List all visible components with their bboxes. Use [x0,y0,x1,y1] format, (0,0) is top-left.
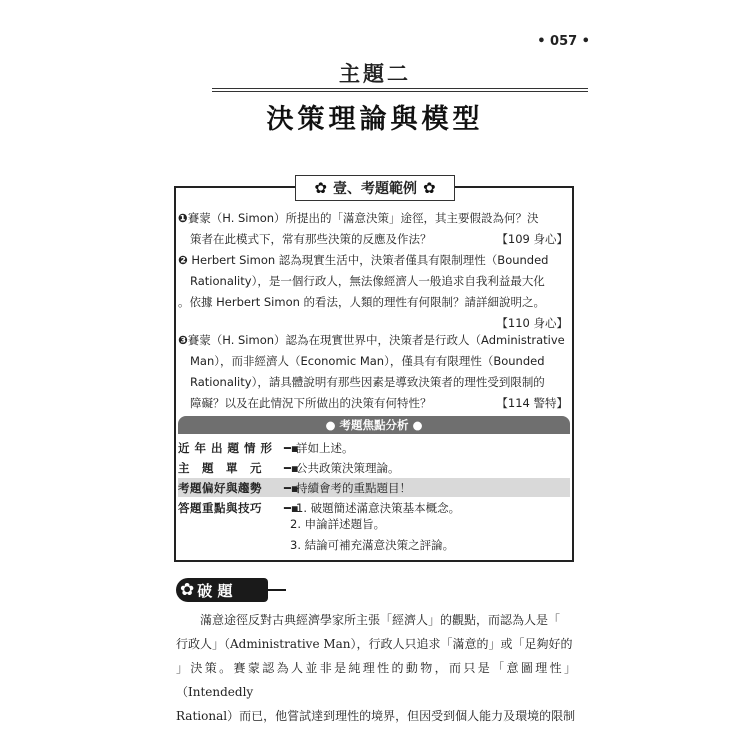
arrow-icon: ━▪ [284,480,299,495]
question-text-line: 賽蒙（H. Simon）所提出的「滿意決策」途徑，其主要假設為何？決 [187,211,539,225]
question-text-line: Man），而非經濟人（Economic Man），僅具有有限理性（Bounded [190,354,545,368]
question-text-line: Rationality），請具體說明有那些因素是導致決策者的理性受到限制的 [190,375,545,389]
solution-label [176,578,268,602]
solution-body [176,608,576,728]
question-3 [178,330,572,414]
exam-source-tag: 【110 身心】 [496,316,568,330]
analysis-row-value: 1. 破題簡述滿意決策基本概念。 [296,500,461,515]
chapter-title: 決策理論與模型 [266,104,484,135]
exam-source-tag: 【109 身心】 [496,232,568,246]
body-line: 」決策。賽蒙認為人並非是純理性的動物，而只是「意圖理性」（Intendedly [176,661,576,699]
answer-tip: 2. 申論詳述題旨。 [290,517,386,531]
analysis-row-label: 主 題 單 元 [178,460,262,475]
flower-icon: ✿ [423,179,436,197]
body-line: Rational）而已，他嘗試達到理性的境界，但因受到個人能力及環境的限制 [176,709,576,723]
analysis-row-label: 近 年 出 題 情 形 [178,440,273,455]
topic-label: 主題二 [339,61,411,86]
analysis-row-value: 詳如上述。 [296,440,354,455]
page-number: • 057 • [537,34,590,49]
analysis-row-value: 公共政策決策理論。 [296,460,400,475]
analysis-row [178,438,570,457]
answer-tip: 3. 結論可補充滿意決策之評論。 [290,538,455,552]
analysis-row-label: 考題偏好與趨勢 [178,480,262,495]
question-text-line: Herbert Simon 認為現實生活中，決策者僅具有限制理性（Bounded [187,253,549,267]
analysis-row-label: 答題重點與技巧 [178,500,262,515]
exam-section-title: 壹、考題範例 [333,181,417,197]
question-text-line: 策者在此模式下，常有那些決策的反應及作法？ [190,232,432,246]
title-divider [212,88,588,89]
question-text-line: 賽蒙（H. Simon）認為在現實世界中，決策者是行政人（Administrative [187,333,565,347]
question-2 [178,250,572,334]
arrow-icon: ━▪ [284,460,299,475]
analysis-row [178,478,570,497]
body-line: 滿意途徑反對古典經濟學家所主張「經濟人」的觀點，而認為人是「 [176,613,561,627]
solution-label-text: 破 題 [197,581,233,600]
arrow-icon: ━▪ [284,500,299,515]
arrow-icon: ━▪ [284,440,299,455]
question-1 [178,208,572,250]
analysis-row [178,458,570,477]
exam-section-header [295,175,455,201]
solution-label-tail [268,589,286,591]
analysis-row [178,498,570,517]
question-number: ❸ [178,333,188,347]
body-line: 行政人」（Administrative Man），行政人只追求「滿意的」或「足夠好的 [176,637,573,651]
question-text-line: 障礙？以及在此情況下所做出的決策有何特性？ [190,396,432,410]
flower-icon: ✿ [314,179,327,197]
question-number: ❷ [178,253,188,267]
flower-icon: ✿ [180,580,195,600]
analysis-row-value: 持續會考的重點題目！ [296,480,411,495]
question-text-line: Rationality），是一個行政人，無法像經濟人一般追求自我利益最大化 [190,274,545,288]
exam-source-tag: 【114 警特】 [496,396,568,410]
question-text-line: 。依據 Herbert Simon 的看法，人類的理性有何限制？請詳細說明之。 [178,295,546,309]
analysis-header: ● 考題焦點分析 ● [178,416,570,434]
question-number: ❶ [178,211,188,225]
title-divider [212,91,588,92]
